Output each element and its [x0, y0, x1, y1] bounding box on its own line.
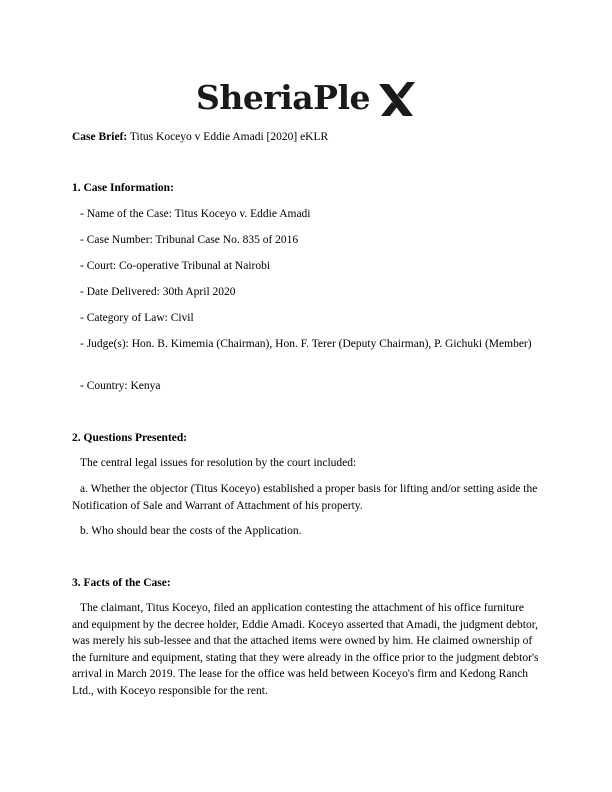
case-brief-title [72, 129, 540, 146]
case-information-heading: 1. Case Information: [72, 182, 174, 194]
case-brief-citation: Titus Koceyo v Eddie Amadi [2020] eKLR [127, 131, 329, 143]
questions-presented-heading: 2. Questions Presented: [72, 432, 188, 444]
case-name-item: - Name of the Case: Titus Koceyo v. Eddie Amadi [80, 208, 311, 220]
date-delivered-item: - Date Delivered: 30th April 2020 [80, 286, 236, 298]
court-item: - Court: Co-operative Tribunal at Nairobi [80, 260, 271, 272]
judges-item: - Judge(s): Hon. B. Kimemia (Chairman), Hon. F. Terer (Deputy Chairman), P. Gichuki (Member) [80, 338, 532, 350]
questions-intro: The central legal issues for resolution by the court included: [80, 457, 357, 469]
sheriaplex-logo [196, 78, 426, 118]
question-a: a. Whether the objector (Titus Koceyo) established a proper basis for lifting and/or setting aside the Notification of Sale and Warrant of Attachment of his property. [72, 483, 538, 512]
case-brief-label: Case Brief: [72, 131, 128, 143]
facts-heading: 3. Facts of the Case: [72, 577, 171, 589]
logo-wordmark: SheriaPle [196, 78, 370, 117]
country-item: - Country: Kenya [80, 380, 161, 392]
logo-x-mark-icon [377, 80, 415, 118]
facts-body: The claimant, Titus Koceyo, filed an application contesting the attachment of his office furniture and equipment by the decree holder, Eddie Amadi. Koceyo asserted that Amadi, the judgment debtor, was merely his sub-lessee and that the attached items were owned by him. He claimed ownership of the furniture and equipment, stating that they were already in the office prior to the judgment debtor's arrival in March 2019. The lease for the office was held between Koceyo's firm and Kedong Ranch Ltd., with Koceyo responsible for the rent. [72, 602, 539, 697]
category-of-law-item: - Category of Law: Civil [80, 312, 194, 324]
case-number-item: - Case Number: Tribunal Case No. 835 of 2016 [80, 234, 299, 246]
question-b: b. Who should bear the costs of the Application. [80, 525, 302, 537]
